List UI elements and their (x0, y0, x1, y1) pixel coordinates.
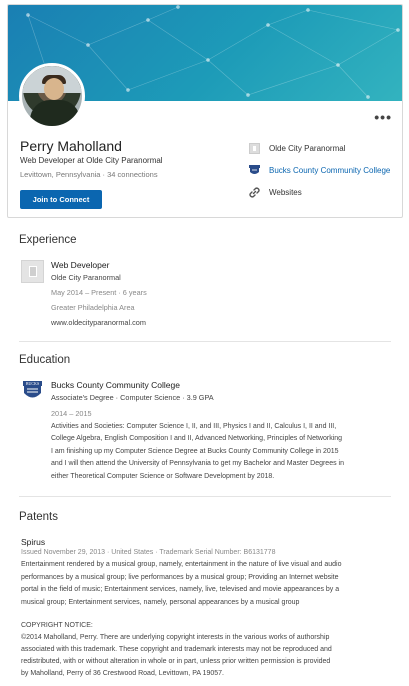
experience-heading: Experience (19, 234, 77, 246)
description-line: portal in the field of music; Entertainment services, namely, live, televised and movie appearances by a (21, 586, 340, 593)
education-activities (51, 421, 391, 483)
experience-section (19, 234, 391, 246)
job-website[interactable]: www.oldecityparanormal.com (51, 318, 146, 327)
activity-line: Activities and Societies: Computer Science I, II, and III, Physics I and II, Calculus I, II and III, (51, 423, 337, 430)
copyright-notice (21, 620, 396, 680)
current-company-link[interactable] (249, 137, 390, 159)
description-line: Entertainment rendered by a musical group, namely, entertainment in the nature of live visual and audio (21, 561, 342, 568)
profile-location: Levittown, Pennsylvania · 34 connections (20, 170, 158, 179)
copyright-line: redistributed, with or without alteration in whole or in part, unless prior written permission is provided (21, 658, 331, 665)
school-logo-icon (21, 380, 44, 403)
description-line: musical group; Entertainment services, namely, personal appearances by a musical group (21, 598, 300, 606)
copyright-line: by Maholland, Perry of 36 Crestwood Road, Levittown, PA 19057. (21, 670, 224, 677)
avatar (19, 63, 85, 129)
link-icon (249, 187, 260, 198)
description-line: performances by a musical group; live performances by a musical group; Providing an Internet website (21, 573, 339, 581)
more-options-icon[interactable]: ••• (374, 109, 392, 125)
profile-card (7, 4, 403, 218)
company-icon (249, 143, 260, 154)
svg-text:BUCKS: BUCKS (25, 381, 40, 386)
patent-meta: Issued November 29, 2013 · United States · Trademark Serial Number: B6131778 (21, 549, 276, 556)
company-logo-icon (21, 260, 44, 283)
school-crest-icon (249, 165, 260, 176)
school-label: Bucks County Community College (269, 165, 391, 175)
activity-line: and I will then attend the University of Pennsylvania to get my Bachelor and Master Degrees in (51, 460, 344, 468)
patents-heading: Patents (19, 511, 58, 523)
profile-links (249, 137, 390, 203)
profile-name: Perry Maholland (20, 138, 122, 154)
copyright-line: associated with this trademark. These copyright and trademark interests may not be reproduced and (21, 646, 332, 653)
education-heading: Education (19, 354, 71, 366)
profile-headline: Web Developer at Olde City Paranormal (20, 156, 163, 165)
school-link[interactable] (249, 159, 390, 181)
divider (19, 496, 391, 497)
school-name[interactable]: Bucks County Community College (51, 380, 180, 390)
job-title: Web Developer (51, 260, 110, 270)
education-dates: 2014 – 2015 (51, 409, 92, 418)
activity-line: either Theoretical Computer Science or Software Development by 2018. (51, 472, 275, 480)
copyright-line: ©2014 Maholland, Perry. There are underlying copyright interests in the various works of authorship (21, 634, 330, 641)
patents-section (19, 511, 391, 523)
job-dates: May 2014 – Present · 6 years (51, 288, 147, 297)
current-company-label: Olde City Paranormal (269, 143, 346, 153)
job-company[interactable]: Olde City Paranormal (51, 273, 121, 282)
job-location: Greater Philadelphia Area (51, 303, 135, 312)
divider (19, 341, 391, 342)
activity-line: I am finishing up my Computer Science Degree at Bucks County Community College in 2015 (51, 447, 339, 455)
websites-label: Websites (269, 187, 302, 197)
degree: Associate's Degree · Computer Science · 3.9 GPA (51, 393, 214, 402)
education-section (19, 354, 391, 366)
activity-line: College Algebra, English Composition I and II, Advanced Networking, Principles of Networking (51, 435, 343, 443)
join-to-connect-button[interactable]: Join to Connect (20, 190, 102, 209)
websites-link[interactable] (249, 181, 390, 203)
patent-name: Spirus (21, 537, 46, 547)
copyright-line: COPYRIGHT NOTICE: (21, 622, 93, 629)
patent-description (21, 559, 396, 609)
